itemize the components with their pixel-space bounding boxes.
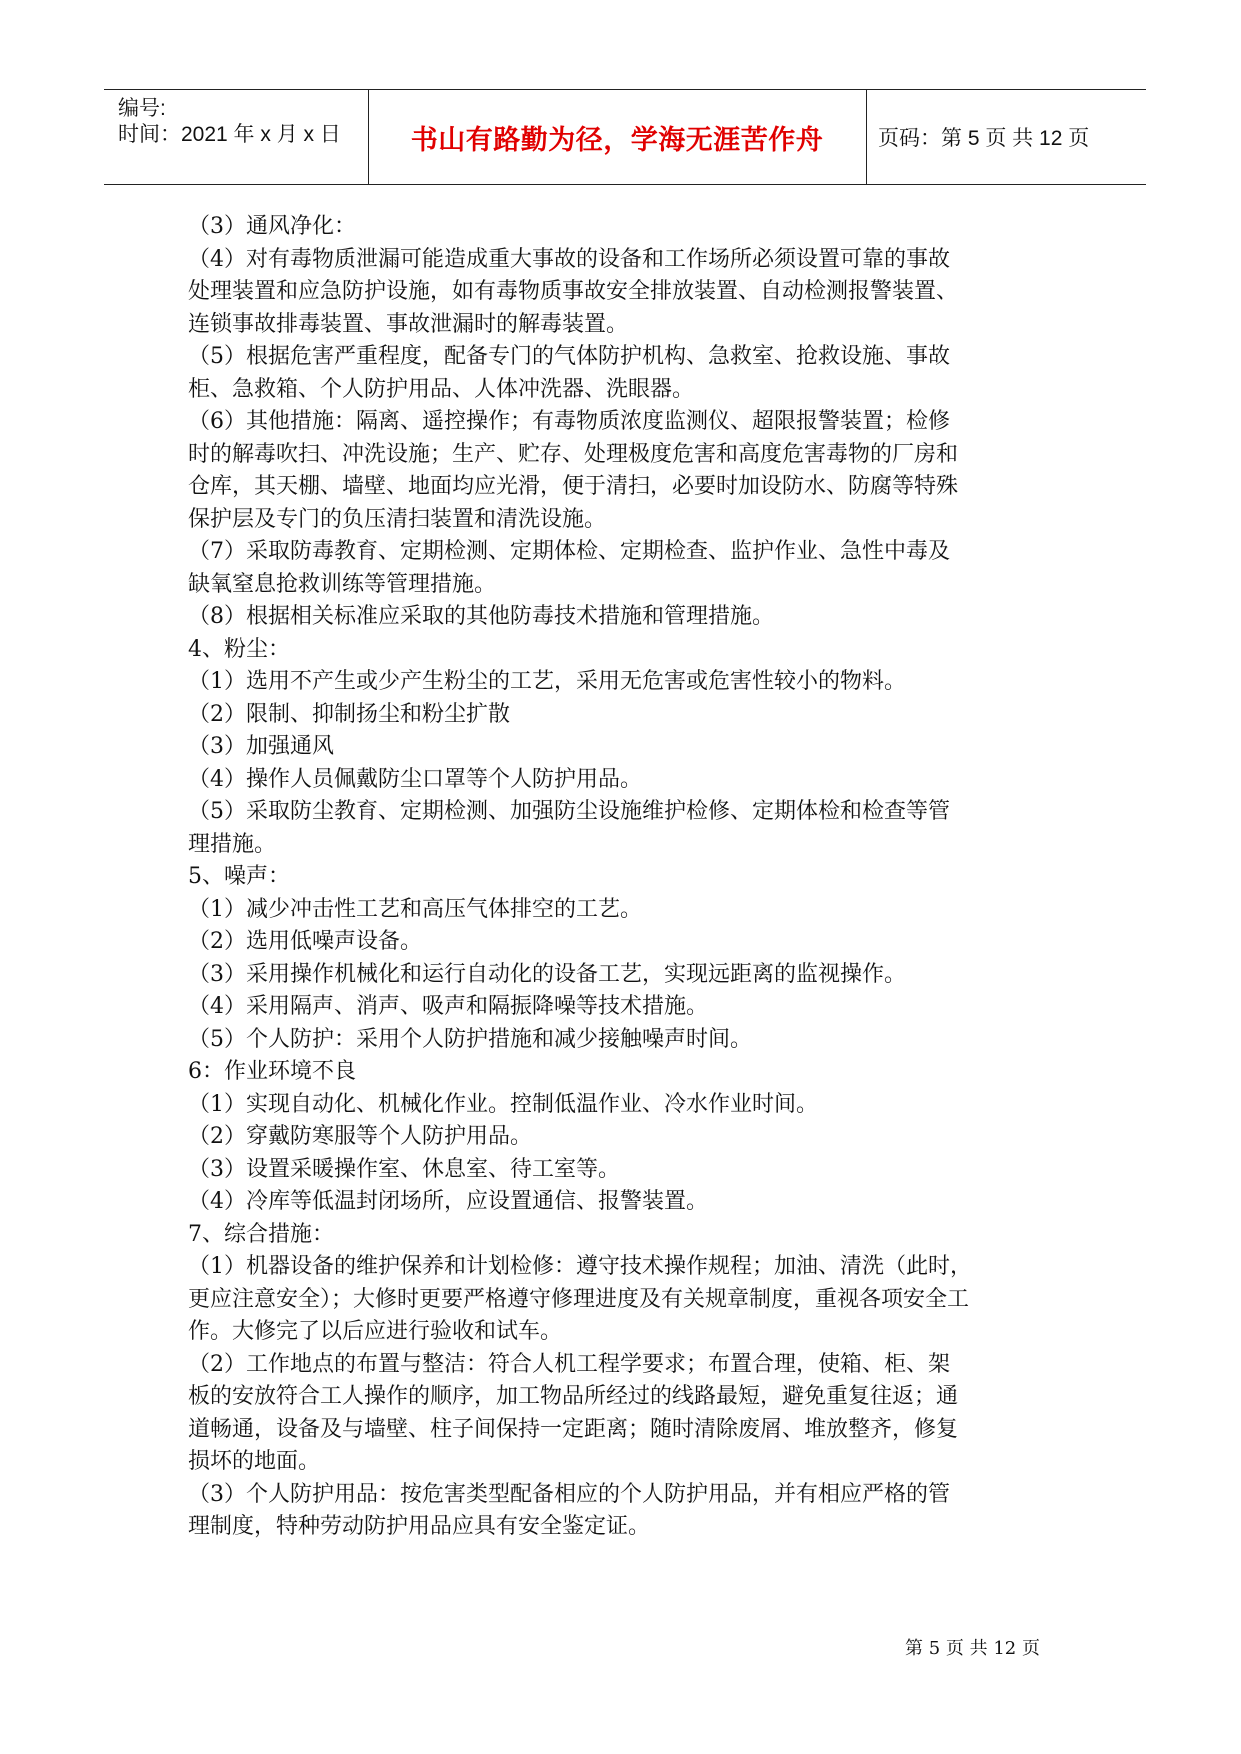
- body-line: （6）其他措施：隔离、遥控操作；有毒物质浓度监测仪、超限报警装置；检修: [188, 409, 950, 434]
- body-line: 作。大修完了以后应进行验收和试车。: [188, 1319, 563, 1344]
- header-page-info: 页码：第 5 页 共 12 页: [878, 127, 1090, 150]
- body-line: 6：作业环境不良: [188, 1059, 356, 1084]
- page-footer: 第 5 页 共 12 页: [905, 1638, 1040, 1659]
- body-line: （4）冷库等低温封闭场所，应设置通信、报警装置。: [188, 1189, 708, 1214]
- header-motto-cell: [368, 90, 867, 184]
- body-line: （4）采用隔声、消声、吸声和隔振降噪等技术措施。: [188, 994, 708, 1019]
- doc-time-label: 时间：2021 年 x 月 x 日: [118, 123, 341, 146]
- body-line: 板的安放符合工人操作的顺序，加工物品所经过的线路最短，避免重复往返；通: [188, 1384, 959, 1409]
- body-line: （1）减少冲击性工艺和高压气体排空的工艺。: [188, 896, 642, 922]
- body-line: （3）通风净化：: [188, 214, 356, 239]
- body-line: （8）根据相关标准应采取的其他防毒技术措施和管理措施。: [188, 604, 774, 629]
- body-line: （2）工作地点的布置与整洁：符合人机工程学要求；布置合理，使箱、柜、架: [188, 1351, 950, 1377]
- body-line: （2）限制、抑制扬尘和粉尘扩散: [188, 701, 510, 727]
- body-line: （5）根据危害严重程度，配备专门的气体防护机构、急救室、抢救设施、事故: [188, 344, 950, 369]
- header-meta-cell: [104, 90, 369, 184]
- body-line: 理制度，特种劳动防护用品应具有安全鉴定证。: [188, 1514, 651, 1539]
- body-line: （4）操作人员佩戴防尘口罩等个人防护用品。: [188, 766, 642, 792]
- body-line: （3）加强通风: [188, 734, 334, 759]
- body-line: （1）选用不产生或少产生粉尘的工艺，采用无危害或危害性较小的物料。: [188, 669, 906, 694]
- body-line: 4、粉尘：: [188, 636, 290, 662]
- body-line: （1）机器设备的维护保养和计划检修：遵守技术操作规程；加油、清洗（此时，: [188, 1254, 972, 1279]
- header-page-cell: [866, 90, 1146, 184]
- body-line: 缺氧窒息抢救训练等管理措施。: [188, 571, 497, 597]
- body-line: 理措施。: [188, 831, 277, 857]
- body-line: 保护层及专门的负压清扫装置和清洗设施。: [188, 506, 607, 532]
- body-line: （5）采取防尘教育、定期检测、加强防尘设施维护检修、定期体检和检查等管: [188, 799, 950, 824]
- body-line: 道畅通，设备及与墙壁、柱子间保持一定距离；随时清除废屑、堆放整齐，修复: [188, 1416, 959, 1442]
- doc-number-label: 编号:: [118, 97, 166, 120]
- body-line: 处理装置和应急防护设施，如有毒物质事故安全排放装置、自动检测报警装置、: [188, 279, 959, 304]
- body-line: 7、综合措施：: [188, 1221, 334, 1247]
- body-line: （3）采用操作机械化和运行自动化的设备工艺，实现远距离的监视操作。: [188, 961, 906, 987]
- header-motto: 书山有路勤为径，学海无涯苦作舟: [410, 124, 824, 156]
- body-line: （2）穿戴防寒服等个人防护用品。: [188, 1124, 532, 1149]
- body-line: 损坏的地面。: [188, 1449, 321, 1474]
- body-line: 时的解毒吹扫、冲洗设施；生产、贮存、处理极度危害和高度危害毒物的厂房和: [188, 441, 959, 467]
- body-line: （4）对有毒物质泄漏可能造成重大事故的设备和工作场所必须设置可靠的事故: [188, 246, 950, 272]
- document-body: [188, 211, 1068, 1544]
- body-line: （5）个人防护：采用个人防护措施和减少接触噪声时间。: [188, 1026, 752, 1052]
- body-line: 连锁事故排毒装置、事故泄漏时的解毒装置。: [188, 311, 629, 337]
- body-line: （7）采取防毒教育、定期检测、定期体检、定期检查、监护作业、急性中毒及: [188, 539, 950, 564]
- body-line: 仓库，其天棚、墙壁、地面均应光滑，便于清扫，必要时加设防水、防腐等特殊: [188, 474, 959, 499]
- body-line: 柜、急救箱、个人防护用品、人体冲洗器、洗眼器。: [188, 376, 695, 402]
- body-line: （3）个人防护用品：按危害类型配备相应的个人防护用品，并有相应严格的管: [188, 1481, 950, 1507]
- body-line: 更应注意安全）；大修时更要严格遵守修理进度及有关规章制度，重视各项安全工: [188, 1286, 970, 1312]
- body-line: 5、噪声：: [188, 864, 290, 889]
- body-line: （1）实现自动化、机械化作业。控制低温作业、冷水作业时间。: [188, 1091, 818, 1117]
- body-line: （3）设置采暖操作室、休息室、待工室等。: [188, 1156, 620, 1182]
- page-header: [104, 89, 1146, 185]
- body-line: （2）选用低噪声设备。: [188, 929, 422, 954]
